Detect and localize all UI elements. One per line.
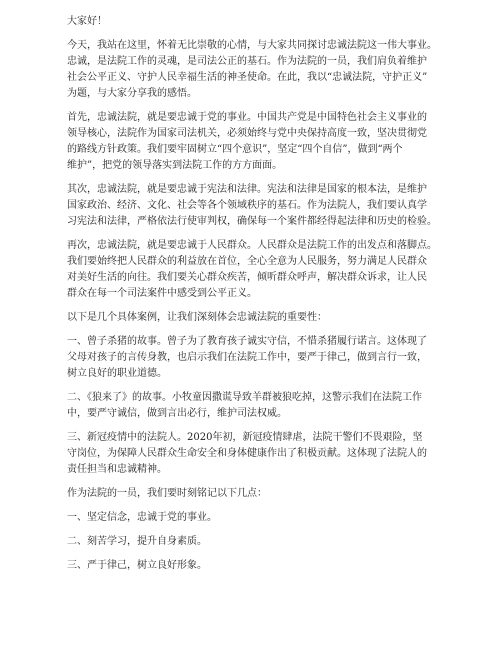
text-line: 大家好！: [67, 16, 107, 27]
paragraph: [67, 14, 439, 30]
text-line: 树立良好的职业道德。: [67, 368, 167, 379]
text-line: 的路线方针政策。我们要牢固树立“四个意识”，坚定“四个自信”，做到“两个: [67, 144, 403, 155]
paragraph: [67, 110, 439, 174]
document-body: [67, 14, 439, 582]
text-line: 三、严于律己，树立良好形象。: [67, 560, 207, 571]
text-line: 一、坚定信念，忠诚于党的事业。: [67, 512, 217, 523]
text-line: 父母对孩子的言传身教，也启示我们在法院工作中，要严于律己，做到言行一致，: [67, 352, 427, 363]
paragraph: [67, 534, 439, 550]
text-line: 忠诚，是法院工作的灵魂，是司法公正的基石。作为法院的一员，我们肩负着维护: [67, 56, 427, 67]
text-line: 今天，我站在这里，怀着无比崇敬的心情，与大家共同探讨忠诚法院这一伟大事业。: [67, 40, 437, 51]
text-line: 社会公平正义、守护人民幸福生活的神圣使命。在此，我以“忠诚法院，守护正义”: [67, 72, 428, 83]
paragraph: [67, 334, 439, 382]
text-line: 责任担当和忠诚精神。: [67, 464, 167, 475]
text-line: 其次，忠诚法院，就是要忠诚于宪法和法律。宪法和法律是国家的根本法，是维护: [67, 184, 427, 195]
text-line: 维护”，把党的领导落实到法院工作的方方面面。: [67, 160, 283, 171]
text-line: 三、新冠疫情中的法院人。2020年初，新冠疫情肆虐，法院干警们不畏艰险，坚: [67, 432, 423, 443]
paragraph: [67, 38, 439, 102]
text-line: 为题，与大家分享我的感悟。: [67, 88, 197, 99]
text-line: 首先，忠诚法院，就是要忠诚于党的事业。中国共产党是中国特色社会主义事业的: [67, 112, 427, 123]
text-line: 群众在每一个司法案件中感受到公平正义。: [67, 288, 257, 299]
paragraph: [67, 558, 439, 574]
text-line: 我们要始终把人民群众的利益放在首位，全心全意为人民服务，努力满足人民群众: [67, 256, 427, 267]
text-line: 二、刻苦学习，提升自身素质。: [67, 536, 207, 547]
paragraph: [67, 430, 439, 478]
text-line: 一、曾子杀猪的故事。曾子为了教育孩子诚实守信，不惜杀猪履行诺言。这体现了: [67, 336, 427, 347]
text-line: 领导核心，法院作为国家司法机关，必须始终与党中央保持高度一致，坚决贯彻党: [67, 128, 427, 139]
text-line: 再次，忠诚法院，就是要忠诚于人民群众。人民群众是法院工作的出发点和落脚点。: [67, 240, 437, 251]
paragraph: [67, 390, 439, 422]
text-line: 以下是几个具体案例，让我们深刻体会忠诚法院的重要性：: [67, 312, 327, 323]
text-line: 对美好生活的向往。我们要关心群众疾苦，倾听群众呼声，解决群众诉求，让人民: [67, 272, 427, 283]
text-line: 中，要严守诚信，做到言出必行，维护司法权威。: [67, 408, 287, 419]
text-line: 习宪法和法律，严格依法行使审判权，确保每一个案件都经得起法律和历史的检验。: [67, 216, 437, 227]
paragraph: [67, 182, 439, 230]
paragraph: [67, 310, 439, 326]
text-line: 作为法院的一员，我们要时刻铭记以下几点：: [67, 488, 267, 499]
text-line: 国家政治、经济、文化、社会等各个领域秩序的基石。作为法院人，我们要认真学: [67, 200, 427, 211]
paragraph: [67, 238, 439, 302]
paragraph: [67, 486, 439, 502]
paragraph: [67, 510, 439, 526]
text-line: 守岗位，为保障人民群众生命安全和身体健康作出了积极贡献。这体现了法院人的: [67, 448, 427, 459]
text-line: 二、《狼来了》的故事。小牧童因撒谎导致羊群被狼吃掉，这警示我们在法院工作: [67, 392, 422, 403]
